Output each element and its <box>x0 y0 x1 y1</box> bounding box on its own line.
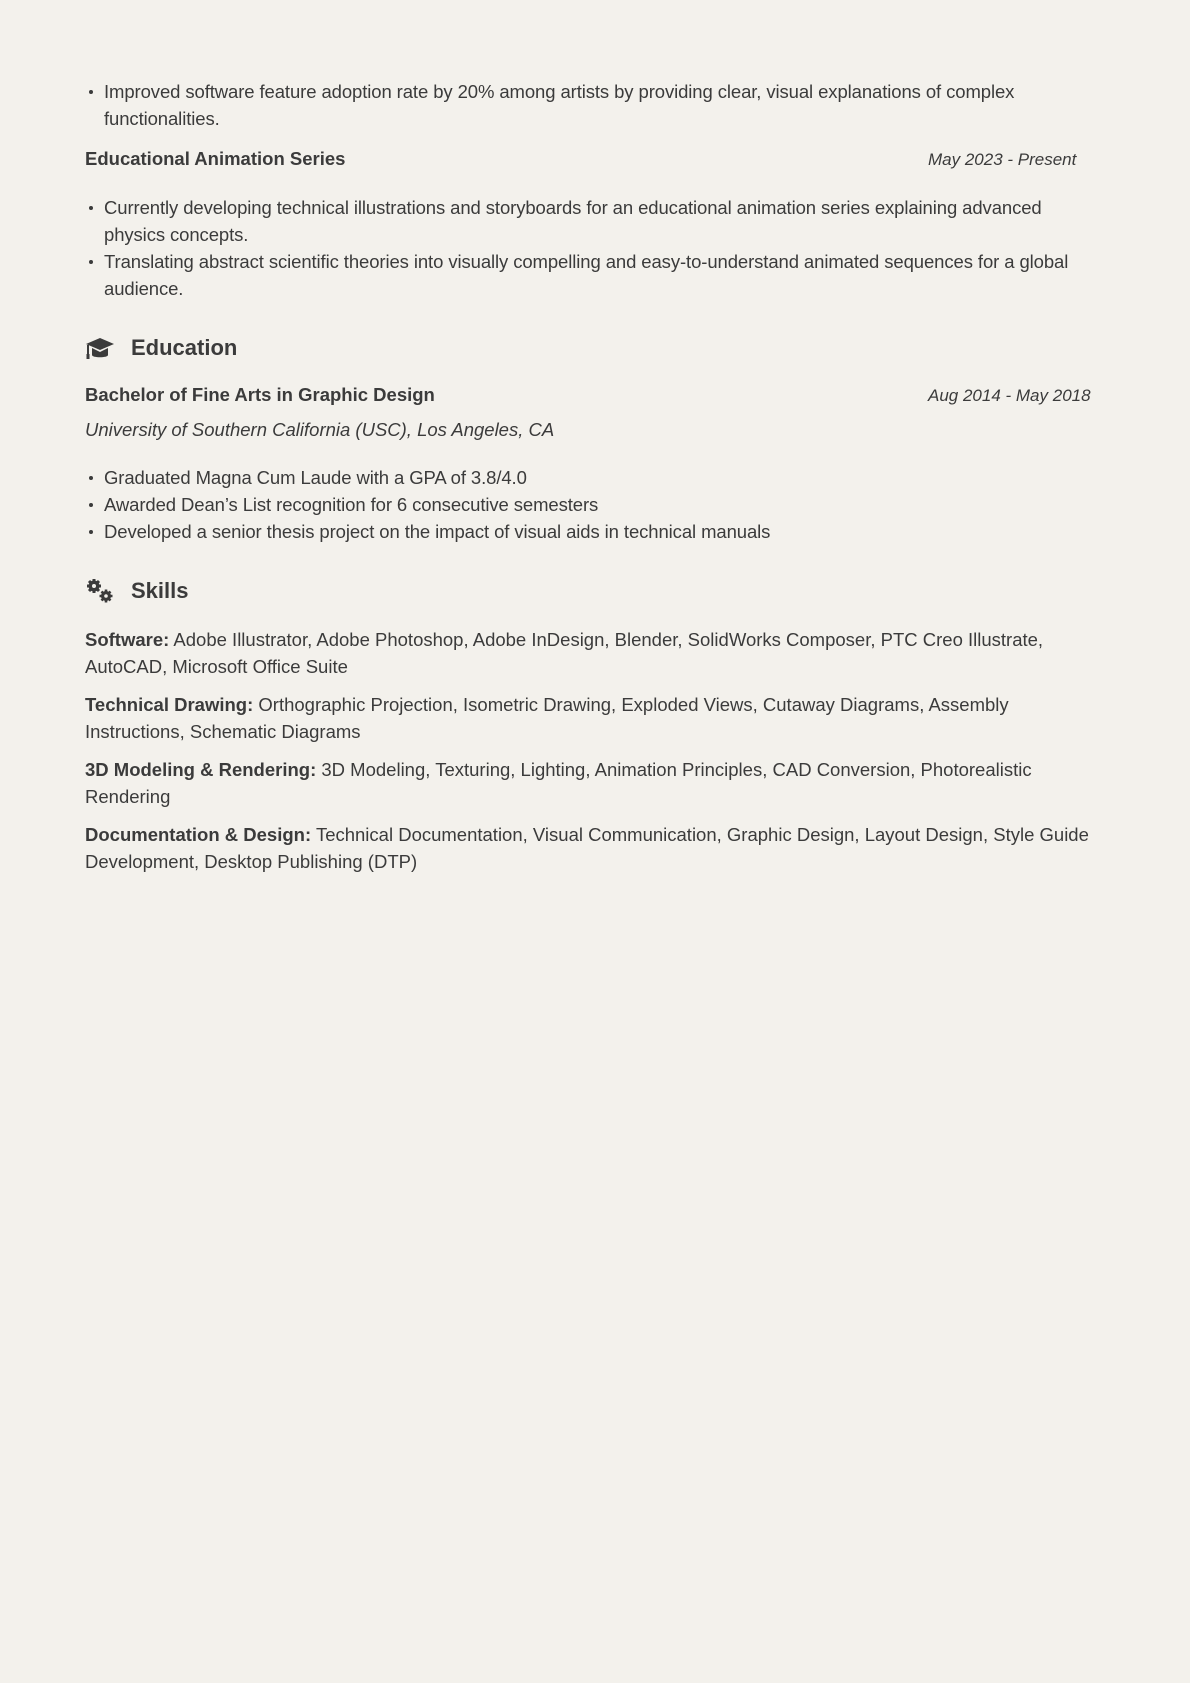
skill-label: 3D Modeling & Rendering: <box>85 759 317 780</box>
skill-technical-drawing <box>85 691 1100 745</box>
education-header <box>85 381 1100 409</box>
skill-documentation <box>85 821 1100 875</box>
education-heading-text: Education <box>131 335 238 360</box>
experience-bullets <box>85 78 1100 132</box>
list-item: Awarded Dean’s List recognition for 6 consecutive semesters <box>104 491 1100 518</box>
education-date: Aug 2014 - May 2018 <box>928 386 1091 405</box>
skill-value: Adobe Illustrator, Adobe Photoshop, Adobe InDesign, Blender, SolidWorks Composer, PTC Creo Illustrate, AutoCAD, Microsoft Office Suite <box>85 629 1044 677</box>
list-item: Developed a senior thesis project on the impact of visual aids in technical manuals <box>104 518 1100 545</box>
skill-label: Software: <box>85 629 170 650</box>
list-item: Translating abstract scientific theories into visually compelling and easy-to-understand animated sequences for a global audience. <box>104 248 1100 302</box>
skill-value: Orthographic Projection, Isometric Drawing, Exploded Views, Cutaway Diagrams, Assembly Instructions, Schematic Diagrams <box>85 694 1009 742</box>
skill-label: Technical Drawing: <box>85 694 254 715</box>
skill-software <box>85 626 1100 680</box>
resume-page <box>85 78 1100 886</box>
list-item: Improved software feature adoption rate by 20% among artists by providing clear, visual explanations of complex functionalities. <box>104 78 1100 132</box>
school-name: University of Southern California (USC), Los Angeles, CA <box>85 419 555 440</box>
skill-value: 3D Modeling, Texturing, Lighting, Animation Principles, CAD Conversion, Photorealistic Rendering <box>85 759 1032 807</box>
project-title: Educational Animation Series <box>85 148 346 169</box>
gears-icon <box>85 578 115 604</box>
graduation-cap-icon <box>85 335 115 361</box>
project-bullets <box>85 194 1100 302</box>
skills-list <box>85 626 1100 875</box>
education-bullets <box>85 464 1100 545</box>
skill-3d-modeling <box>85 756 1100 810</box>
project-date: May 2023 - Present <box>928 150 1077 169</box>
list-item: Currently developing technical illustrations and storyboards for an educational animation series explaining advanced physics concepts. <box>104 194 1100 248</box>
skill-label: Documentation & Design: <box>85 824 312 845</box>
degree-title: Bachelor of Fine Arts in Graphic Design <box>85 384 435 405</box>
skills-heading-text: Skills <box>131 578 189 603</box>
education-heading <box>85 335 1100 361</box>
project-header <box>85 145 1100 173</box>
skill-value: Technical Documentation, Visual Communication, Graphic Design, Layout Design, Style Guide Development, Desktop Publishing (DTP) <box>85 824 1089 872</box>
list-item: Graduated Magna Cum Laude with a GPA of 3.8/4.0 <box>104 464 1100 491</box>
skills-heading <box>85 578 1100 604</box>
